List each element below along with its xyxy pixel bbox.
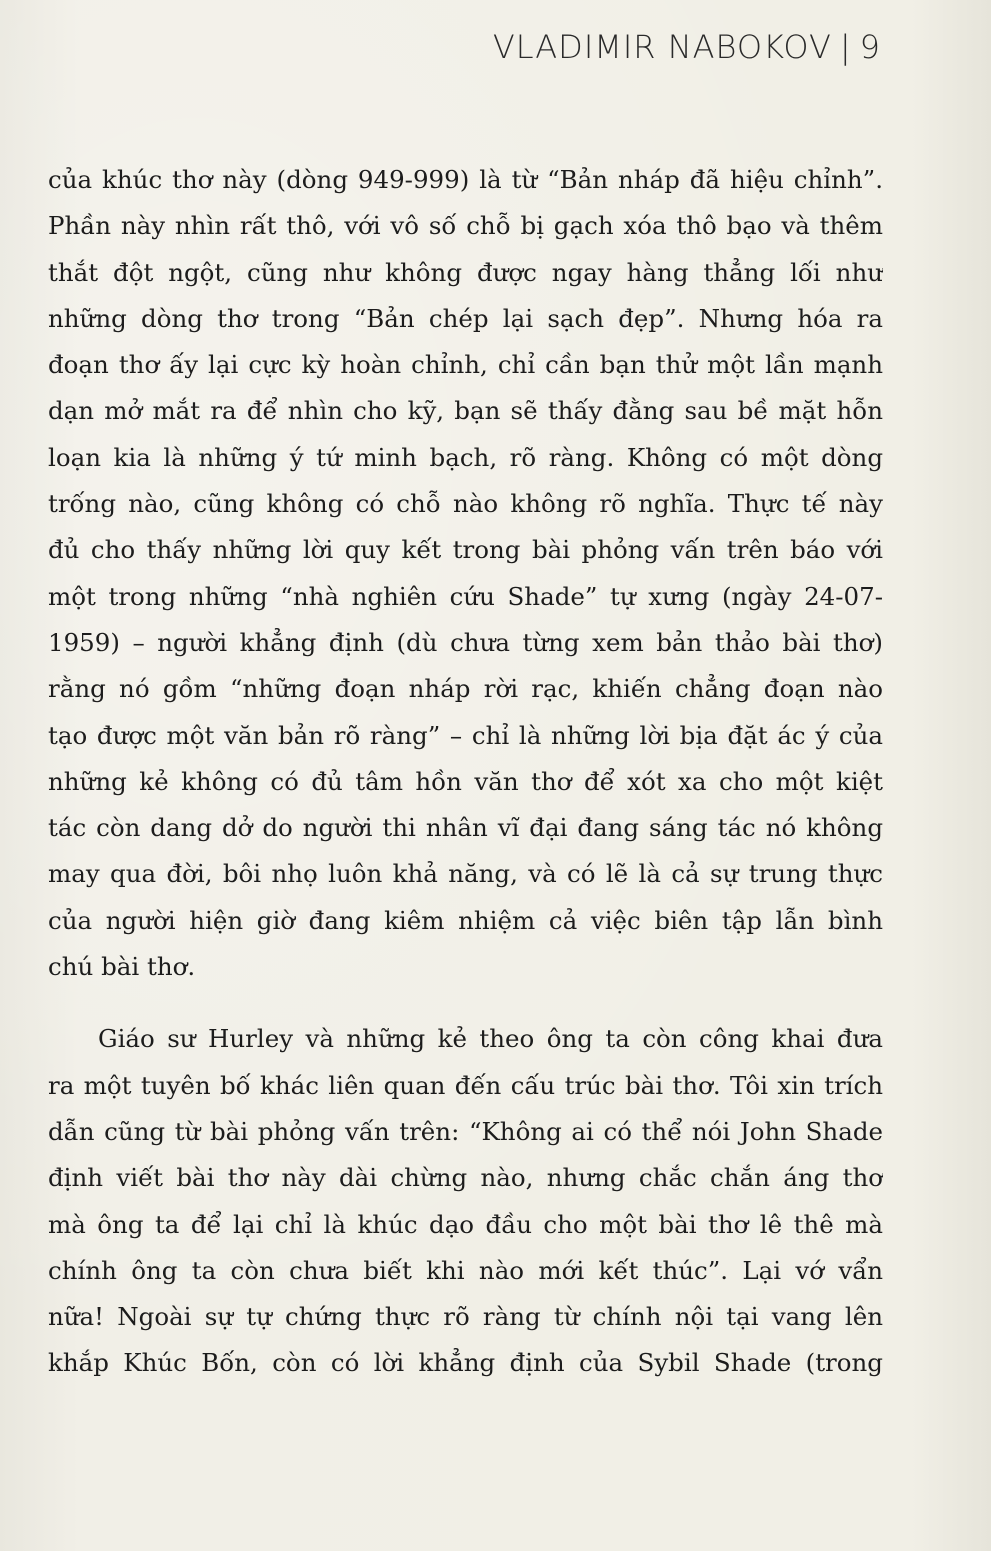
body-text [48, 157, 883, 1387]
text-line: rằng nó gồm “những đoạn nháp rời rạc, khiến chẳng đoạn nào [48, 674, 883, 704]
text-line: tạo được một văn bản rõ ràng” – chỉ là những lời bịa đặt ác ý của [48, 720, 883, 750]
text-line: mà ông ta để lại chỉ là khúc dạo đầu cho một bài thơ lê thê mà [48, 1209, 883, 1239]
text-line: loạn kia là những ý tứ minh bạch, rõ ràng. Không có một dòng [48, 442, 883, 472]
header-page-number: 9 [859, 28, 881, 66]
text-line: đủ cho thấy những lời quy kết trong bài phỏng vấn trên báo với [48, 535, 883, 565]
text-line: đoạn thơ ấy lại cực kỳ hoàn chỉnh, chỉ cần bạn thử một lần mạnh [48, 350, 883, 380]
text-line: nữa! Ngoài sự tự chứng thực rõ ràng từ chính nội tại vang lên [48, 1302, 883, 1332]
text-line: dẫn cũng từ bài phỏng vấn trên: “Không ai có thể nói John Shade [48, 1116, 883, 1146]
text-line: khắp Khúc Bốn, còn có lời khẳng định của Sybil Shade (trong [48, 1348, 883, 1378]
text-line: dạn mở mắt ra để nhìn cho kỹ, bạn sẽ thấy đằng sau bề mặt hỗn [48, 396, 883, 426]
header-author: VLADIMIR NABOKOV [492, 28, 832, 66]
text-line: một trong những “nhà nghiên cứu Shade” tự xưng (ngày 24-07- [48, 581, 883, 611]
text-line: tác còn dang dở do người thi nhân vĩ đại đang sáng tác nó không [48, 813, 883, 843]
paragraph-2 [48, 1016, 883, 1386]
text-line: chính ông ta còn chưa biết khi nào mới kết thúc”. Lại vớ vẩn [48, 1255, 883, 1285]
running-header [493, 28, 881, 66]
text-line: định viết bài thơ này dài chừng nào, nhưng chắc chắn áng thơ [48, 1163, 883, 1193]
text-line: ra một tuyên bố khác liên quan đến cấu trúc bài thơ. Tôi xin trích [48, 1070, 883, 1100]
text-line: của khúc thơ này (dòng 949-999) là từ “Bản nháp đã hiệu chỉnh”. [48, 165, 883, 194]
text-line: 1959) – người khẳng định (dù chưa từng xem bản thảo bài thơ) [48, 627, 883, 657]
text-line: những dòng thơ trong “Bản chép lại sạch đẹp”. Nhưng hóa ra [48, 303, 883, 333]
text-line: trống nào, cũng không có chỗ nào không rõ nghĩa. Thực tế này [48, 489, 883, 519]
text-line: của người hiện giờ đang kiêm nhiệm cả việc biên tập lẫn bình [48, 905, 883, 935]
text-line: thắt đột ngột, cũng như không được ngay hàng thẳng lối như [48, 257, 883, 287]
text-line: Giáo sư Hurley và những kẻ theo ông ta còn công khai đưa [98, 1024, 883, 1054]
text-line: những kẻ không có đủ tâm hồn văn thơ để xót xa cho một kiệt [48, 766, 883, 796]
paragraph-spacer [48, 990, 883, 1016]
paragraph-1 [48, 157, 883, 990]
text-line: chú bài thơ. [48, 952, 196, 982]
header-separator: | [839, 28, 852, 66]
text-line: Phần này nhìn rất thô, với vô số chỗ bị gạch xóa thô bạo và thêm [48, 211, 883, 241]
text-line: may qua đời, bôi nhọ luôn khả năng, và có lẽ là cả sự trung thực [48, 859, 883, 889]
